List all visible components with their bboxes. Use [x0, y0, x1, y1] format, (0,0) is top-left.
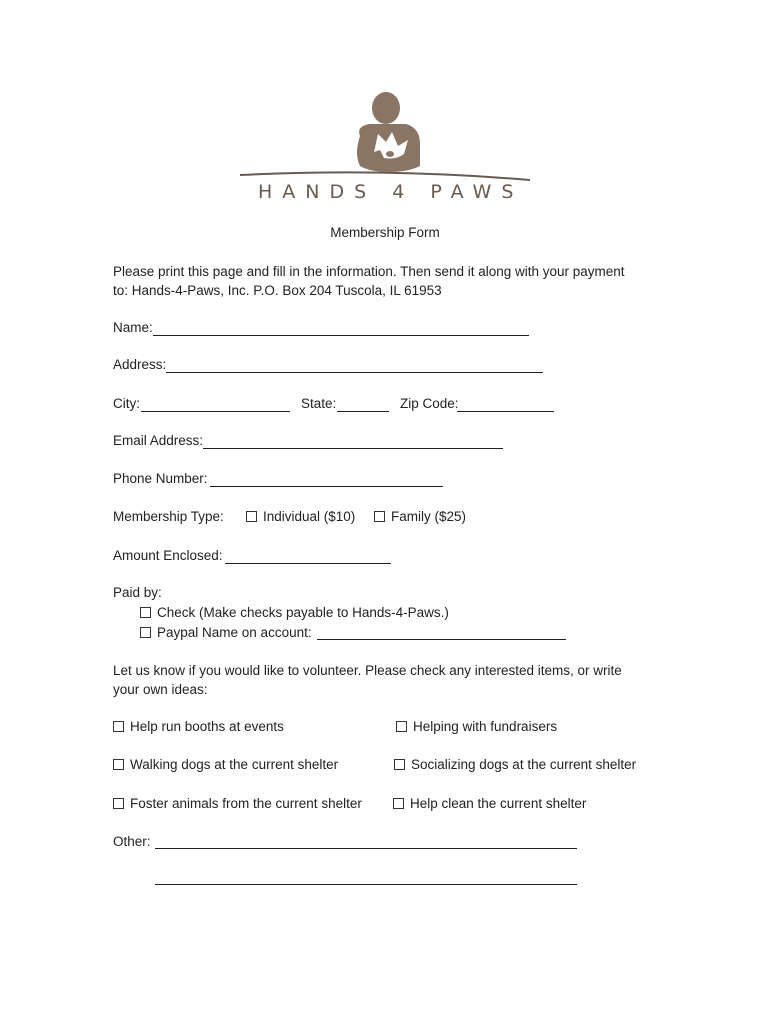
volunteer-option-label: Help run booths at events [130, 719, 284, 734]
form-title: Membership Form [330, 225, 440, 240]
volunteer-option[interactable] [113, 796, 362, 811]
membership-individual-option[interactable] [246, 509, 355, 524]
checkbox-icon[interactable] [393, 798, 404, 809]
address-field[interactable] [166, 372, 543, 373]
city-label: City: [113, 396, 140, 411]
paid-by-paypal-label: Paypal Name on account: [157, 625, 312, 640]
checkbox-icon[interactable] [140, 627, 151, 638]
paid-by-check-label: Check (Make checks payable to Hands-4-Paws.) [157, 605, 449, 620]
checkbox-icon[interactable] [246, 511, 257, 522]
membership-family-label: Family ($25) [391, 509, 467, 524]
brand-name: HANDS 4 PAWS [258, 181, 524, 203]
checkbox-icon[interactable] [396, 721, 407, 732]
checkbox-icon[interactable] [140, 607, 151, 618]
email-label: Email Address: [113, 433, 204, 448]
volunteer-option-label: Help clean the current shelter [410, 796, 587, 811]
amount-enclosed-label: Amount Enclosed: [113, 548, 223, 563]
intro-line-2: to: Hands-4-Paws, Inc. P.O. Box 204 Tuscola, IL 61953 [113, 283, 442, 298]
volunteer-option-label: Foster animals from the current shelter [130, 796, 362, 811]
name-label: Name: [113, 320, 153, 335]
volunteer-option[interactable] [396, 719, 557, 734]
state-label: State: [301, 396, 337, 411]
other-field-line-1[interactable] [155, 848, 577, 849]
name-field[interactable] [153, 335, 529, 336]
paid-by-label: Paid by: [113, 585, 162, 600]
paid-by-paypal-option[interactable] [140, 625, 312, 640]
volunteer-option-label: Socializing dogs at the current shelter [411, 757, 637, 772]
state-field[interactable] [337, 411, 389, 412]
volunteer-intro-line-1: Let us know if you would like to volunteer. Please check any interested items, or write [113, 663, 622, 678]
volunteer-option-label: Walking dogs at the current shelter [130, 757, 339, 772]
volunteer-option[interactable] [393, 796, 586, 811]
other-label: Other: [113, 834, 151, 849]
hands-4-paws-logo [238, 88, 538, 188]
volunteer-option[interactable] [113, 757, 338, 772]
volunteer-intro [113, 661, 673, 699]
other-field-line-2[interactable] [155, 884, 577, 885]
checkbox-icon[interactable] [113, 759, 124, 770]
swoosh-line [240, 172, 530, 180]
intro-paragraph [113, 262, 673, 300]
phone-label: Phone Number: [113, 471, 208, 486]
checkbox-icon[interactable] [113, 721, 124, 732]
membership-individual-label: Individual ($10) [263, 509, 356, 524]
amount-enclosed-field[interactable] [225, 563, 391, 564]
zip-field[interactable] [457, 411, 554, 412]
zip-label: Zip Code: [400, 396, 459, 411]
membership-type-label: Membership Type: [113, 509, 224, 524]
person-holding-dog-icon [357, 92, 420, 172]
membership-family-option[interactable] [374, 509, 466, 524]
paypal-name-field[interactable] [317, 639, 566, 640]
intro-line-1: Please print this page and fill in the information. Then send it along with your payment [113, 264, 625, 279]
paid-by-check-option[interactable] [140, 605, 449, 620]
email-field[interactable] [203, 448, 503, 449]
checkbox-icon[interactable] [374, 511, 385, 522]
volunteer-intro-line-2: your own ideas: [113, 682, 208, 697]
volunteer-option[interactable] [113, 719, 284, 734]
city-field[interactable] [141, 411, 290, 412]
checkbox-icon[interactable] [394, 759, 405, 770]
address-label: Address: [113, 357, 167, 372]
phone-field[interactable] [210, 486, 443, 487]
volunteer-option-label: Helping with fundraisers [413, 719, 558, 734]
volunteer-option[interactable] [394, 757, 636, 772]
checkbox-icon[interactable] [113, 798, 124, 809]
